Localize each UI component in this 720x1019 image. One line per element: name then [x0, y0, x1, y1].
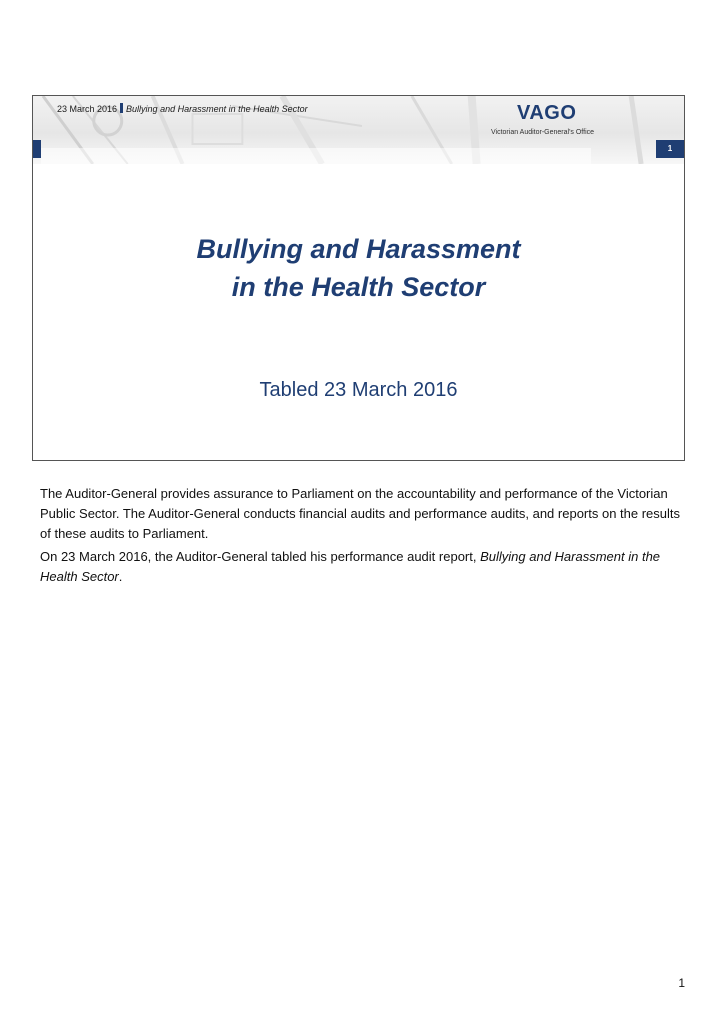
notes-paragraph-2: [40, 547, 682, 587]
slide-thumbnail: [32, 95, 685, 461]
notes-paragraph-2-prefix: On 23 March 2016, the Auditor-General tabled his performance audit report,: [40, 549, 481, 564]
slide-title-line-2: in the Health Sector: [231, 272, 486, 302]
page-number: 1: [678, 976, 685, 990]
office-name: Victorian Auditor-General's Office: [491, 129, 595, 136]
notes-report-title: Bullying and Harassment in the Health Sector: [40, 549, 661, 584]
slide-title: [33, 230, 684, 306]
header-date: 23 March 2016: [57, 104, 118, 114]
header-date-line: [57, 103, 308, 114]
vago-logo: VAGO: [517, 102, 577, 124]
slide-title-line-1: Bullying and Harassment: [196, 234, 521, 264]
header-band: [41, 148, 591, 164]
header-accent-bar: [33, 140, 41, 158]
header-report-title: Bullying and Harassment in the Health Sector: [126, 104, 308, 114]
header-separator: [120, 103, 123, 113]
notes-paragraph-2-suffix: .: [118, 569, 123, 584]
slide-header: [33, 96, 684, 164]
speaker-notes: [40, 484, 682, 590]
slide-tabled-date: Tabled 23 March 2016: [259, 379, 458, 401]
notes-paragraph-1: The Auditor-General provides assurance to Parliament on the accountability and performance of the Victorian Public Sector. The Auditor-General conducts financial audits and performance audits, and reports on the results of these audits to Parliament.: [40, 486, 681, 541]
slide-number-badge: 1: [656, 140, 684, 158]
